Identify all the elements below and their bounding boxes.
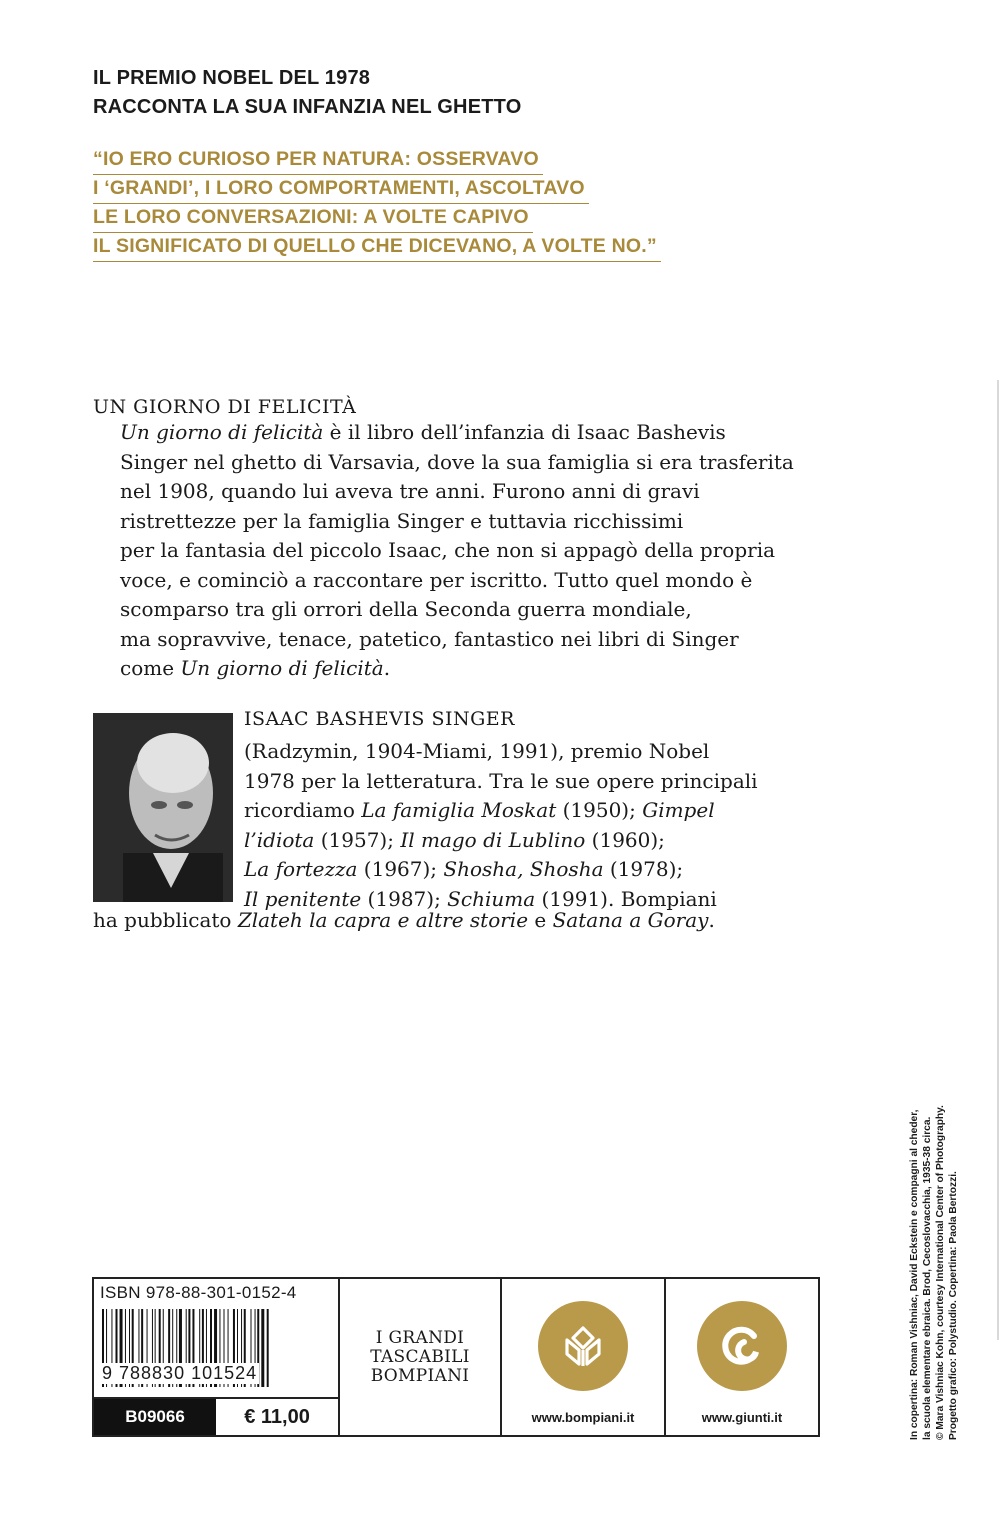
barcode-cell — [94, 1279, 340, 1435]
bio-fragment: (1960); — [585, 827, 665, 852]
flower-logo-icon — [538, 1301, 628, 1391]
title-italic: Un giorno di felicità — [180, 656, 384, 680]
quote-line: I ‘GRANDI’, I LORO COMPORTAMENTI, ASCOLTAVO — [93, 175, 589, 204]
bio-fragment: e — [528, 908, 553, 932]
bio-last-line — [93, 908, 715, 932]
book-title-italic: l’idiota — [244, 827, 315, 852]
price: € 11,00 — [244, 1405, 310, 1428]
author-bio — [244, 737, 758, 914]
book-title: UN GIORNO DI FELICITÀ — [93, 396, 357, 418]
synopsis-fragment: è il libro dell’infanzia di Isaac Bashevis — [323, 420, 726, 444]
book-title-italic: Schiuma — [447, 886, 536, 911]
credit-line: la scuola elementare ebraica. Brod, Cecoslovacchia, 1935-38 circa. — [922, 1116, 933, 1440]
bio-fragment: (1987); — [361, 886, 448, 911]
synopsis-fragment: . — [383, 656, 391, 680]
bio-fragment: (1967); — [357, 857, 444, 881]
credit-line: Progetto grafico: Polystudio. Copertina: Paola Bertozzi. — [948, 1171, 959, 1440]
bio-line: 1978 per la letteratura. Tra le sue opere principali — [244, 768, 758, 793]
bompiani-logo-cell — [502, 1279, 666, 1435]
bompiani-url[interactable]: www.bompiani.it — [531, 1410, 635, 1425]
bio-line — [244, 855, 758, 885]
author-photo — [93, 713, 233, 902]
synopsis-line: per la fantasia del piccolo Isaac, che non si appagò della propria — [120, 538, 776, 562]
series-line: I GRANDI — [375, 1327, 465, 1348]
book-title-italic: Il penitente — [244, 886, 362, 911]
quote-line: IL SIGNIFICATO DI QUELLO CHE DICEVANO, A VOLTE NO.” — [93, 233, 661, 262]
book-title-italic: Il mago di Lublino — [400, 827, 586, 852]
author-name: ISAAC BASHEVIS SINGER — [244, 708, 515, 730]
book-title-italic: Gimpel — [642, 798, 715, 822]
pull-quote — [93, 146, 661, 262]
book-title-italic: La famiglia Moskat — [361, 798, 557, 822]
quote-line: LE LORO CONVERSAZIONI: A VOLTE CAPIVO — [93, 204, 533, 233]
bio-line — [244, 796, 758, 826]
credit-line: In copertina: Roman Vishniac, David Eckstein e compagni al cheder, — [909, 1109, 920, 1440]
giunti-url[interactable]: www.giunti.it — [701, 1410, 783, 1425]
barcode-digits: 9 788830 101524 — [102, 1363, 258, 1383]
synopsis-line: Singer nel ghetto di Varsavia, dove la sua famiglia si era trasferita — [120, 449, 794, 474]
book-title-italic: Shosha, Shosha — [443, 857, 604, 881]
credit-line: © Mara Vishniac Kohn, courtesy International Center of Photography. — [935, 1105, 946, 1440]
page-edge-line — [997, 380, 999, 1340]
headline-line-1: IL PREMIO NOBEL DEL 1978 — [93, 67, 371, 89]
series-line: BOMPIANI — [370, 1365, 470, 1386]
bio-fragment: (1957); — [314, 827, 401, 852]
synopsis-text — [120, 418, 820, 684]
bio-fragment: ha pubblicato — [93, 908, 238, 932]
series-name — [340, 1279, 502, 1435]
synopsis-fragment: come — [120, 656, 181, 680]
title-italic: Un giorno di felicità — [120, 420, 324, 444]
synopsis-line — [120, 654, 820, 684]
cover-credits — [908, 1020, 958, 1440]
series-line: TASCABILI — [370, 1346, 470, 1367]
synopsis-line: ristrettezze per la famiglia Singer e tuttavia ricchissimi — [120, 508, 684, 533]
bio-fragment: ricordiamo — [244, 798, 362, 822]
book-title-italic: Zlateh la capra e altre storie — [237, 908, 529, 932]
giunti-logo-cell — [666, 1279, 818, 1435]
bio-fragment: (1978); — [603, 857, 684, 881]
bio-line — [244, 826, 758, 856]
spiral-logo-icon — [697, 1301, 787, 1391]
synopsis-line: voce, e cominciò a raccontare per iscritto. Tutto quel mondo è — [120, 567, 753, 592]
book-title-italic: La fortezza — [244, 857, 358, 881]
synopsis-line: ma sopravvive, tenace, patetico, fantastico nei libri di Singer — [120, 626, 739, 651]
synopsis-line — [120, 418, 820, 448]
bio-fragment: (1950); — [556, 798, 643, 822]
synopsis-line: scomparso tra gli orrori della Seconda guerra mondiale, — [120, 597, 692, 621]
isbn-label: ISBN 978-88-301-0152-4 — [100, 1283, 297, 1302]
quote-line: “IO ERO CURIOSO PER NATURA: OSSERVAVO — [93, 146, 543, 175]
bio-fragment: . — [708, 908, 715, 932]
headline — [93, 64, 521, 122]
footer-box — [92, 1277, 820, 1437]
bio-fragment: (1991). Bompiani — [535, 886, 717, 911]
synopsis-line: nel 1908, quando lui aveva tre anni. Furono anni di gravi — [120, 479, 700, 503]
code-price-row — [94, 1397, 338, 1435]
book-title-italic: Satana a Goray — [552, 908, 709, 932]
headline-line-2: RACCONTA LA SUA INFANZIA NEL GHETTO — [93, 96, 522, 118]
author-portrait-image — [93, 713, 233, 902]
bio-line: (Radzymin, 1904-Miami, 1991), premio Nobel — [244, 739, 710, 763]
product-code: B09066 — [94, 1399, 216, 1435]
